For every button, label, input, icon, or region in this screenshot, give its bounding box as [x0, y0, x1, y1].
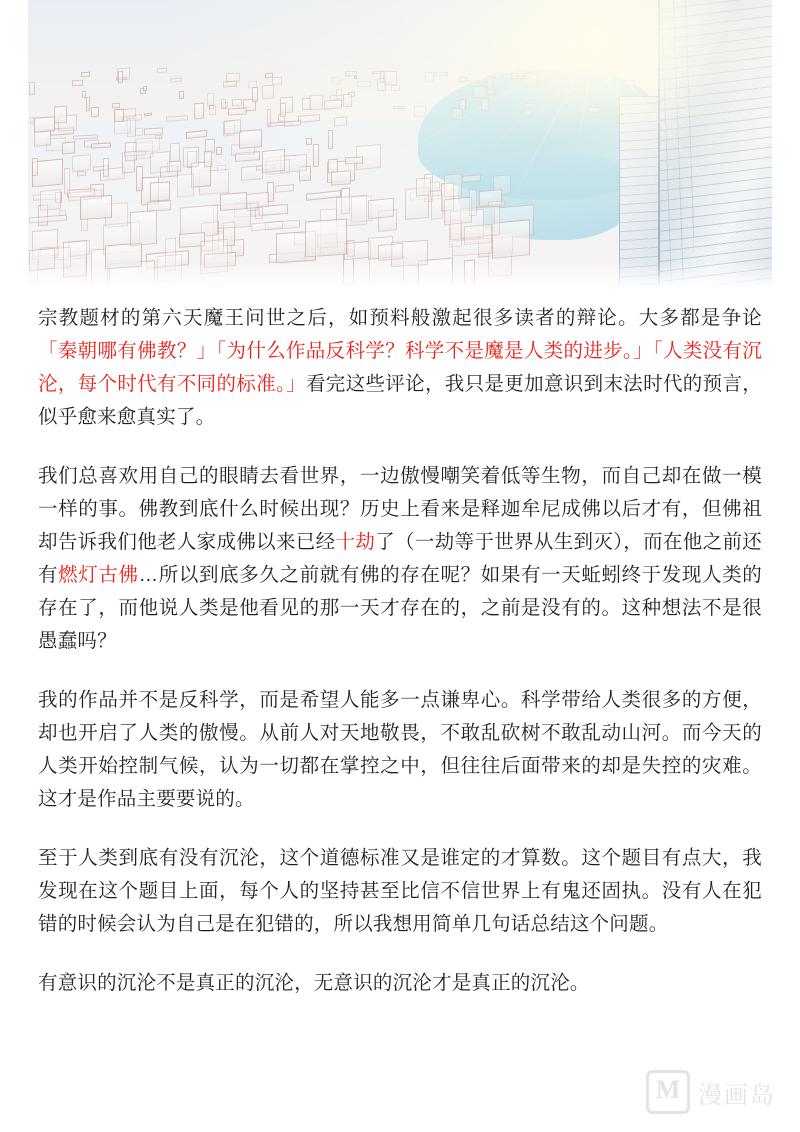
building-block — [81, 72, 90, 77]
building-block — [280, 103, 286, 118]
building-block — [244, 192, 269, 210]
far-shore-building — [330, 95, 344, 101]
building-block — [136, 166, 143, 192]
building-block — [221, 99, 226, 110]
building-block — [34, 130, 51, 147]
illustration-bottom-fade — [28, 262, 772, 288]
building-block — [150, 181, 170, 201]
building-block — [328, 130, 333, 150]
far-shore-building — [459, 77, 467, 82]
far-shore-building — [554, 90, 560, 98]
body-text: 至于人类到底有没有沉沦，这个道德标准又是谁定的才算数。这个题目有点大，我发现在这个题目上面，每个人的坚持甚至比信不信世界上有鬼还固执。没有人在犯错的时候会认为自己是在犯错的，所以我想用简单几句话总结这个问题。 — [38, 847, 762, 935]
building-block — [226, 73, 240, 83]
building-block — [54, 106, 67, 124]
building-block — [40, 189, 61, 211]
building-block — [29, 82, 35, 95]
building-block — [186, 130, 207, 139]
building-block — [179, 90, 184, 99]
building-block — [29, 215, 67, 224]
building-block — [252, 87, 258, 102]
building-block — [91, 142, 111, 148]
far-shore-building — [494, 73, 502, 78]
building-block — [147, 200, 171, 212]
far-shore-building — [343, 94, 352, 107]
building-block — [135, 127, 143, 135]
building-block — [216, 147, 222, 155]
building-block — [72, 154, 91, 172]
paragraph-1 — [38, 302, 762, 434]
building-block — [378, 243, 403, 261]
far-shore-building — [472, 86, 486, 99]
building-block — [305, 219, 347, 257]
building-block — [207, 93, 214, 107]
building-block — [265, 72, 273, 78]
building-block — [194, 103, 204, 120]
building-block — [251, 220, 283, 231]
building-block — [64, 168, 70, 195]
building-block — [204, 151, 212, 168]
building-block — [262, 85, 274, 100]
highlighted-text: 燃灯古佛 — [58, 564, 139, 586]
building-block — [444, 197, 472, 226]
building-block — [275, 184, 294, 193]
building-block — [150, 151, 170, 174]
far-shore-building — [332, 77, 341, 84]
watermark — [646, 1070, 776, 1114]
highlighted-text: 「秦朝哪有佛教？」「为什么作品反科学？科学不是魔是人类的进步。」「人类没有沉沦，每个时代有不同的标准。」 — [38, 340, 762, 395]
building-block — [91, 107, 99, 117]
building-block — [267, 109, 271, 128]
building-block — [144, 112, 152, 116]
building-block — [177, 174, 194, 198]
watermark-label: 漫画岛 — [698, 1081, 776, 1109]
body-text: …所以到底多久之前就有佛的存在呢？如果有一天蚯蚓终于发现人类的存在了，而他说人类是他看见的那一天才存在的，之前是没有的。这种想法不是很愚蠢吗？ — [38, 564, 762, 652]
body-text: 看完这些评论，我只是更加意识到末法时代的预言，似乎愈来愈真实了。 — [38, 373, 762, 428]
far-shore-building — [357, 81, 371, 87]
building-block — [118, 71, 123, 84]
building-block — [464, 224, 492, 246]
building-block — [34, 116, 55, 132]
far-shore-building — [603, 102, 613, 105]
paragraph-2 — [38, 460, 762, 658]
building-block — [347, 240, 355, 258]
body-text: 我们总喜欢用自己的眼睛去看世界，一边傲慢嘲笑着低等生物，而自己却在做一模一样的事。佛教到底什么时候出现？历史上看来是释迦牟尼成佛以后才有，但佛祖却告诉我们他老人家成佛以来已经 — [38, 465, 762, 553]
watermark-logo-icon: M — [646, 1070, 690, 1114]
far-shore-building — [434, 72, 447, 75]
far-shore-building — [425, 72, 434, 82]
body-text: 了（一劫等于世界从生到灭），而在他之前还有 — [38, 531, 762, 586]
building-block — [130, 210, 157, 246]
building-block — [302, 98, 311, 111]
far-shore-building — [414, 106, 426, 117]
building-block — [114, 108, 124, 121]
building-block — [284, 120, 301, 126]
building-block — [368, 197, 394, 218]
building-block — [72, 80, 83, 86]
midground-tower — [619, 96, 660, 288]
paragraph-3 — [38, 684, 762, 816]
body-text: 有意识的沉沦不是真正的沉沦，无意识的沉沦才是真正的沉沦。 — [38, 972, 590, 994]
building-block — [135, 137, 160, 152]
building-block — [144, 128, 163, 136]
sun-rays — [596, 40, 598, 42]
highlighted-text: 十劫 — [335, 531, 376, 553]
building-block — [103, 158, 109, 178]
building-block — [345, 156, 363, 164]
building-block — [157, 67, 167, 73]
far-shore-building — [345, 71, 357, 76]
building-block — [220, 192, 247, 211]
building-block — [239, 129, 262, 149]
building-block — [228, 107, 247, 116]
body-text: 我的作品并不是反科学，而是希望人能多一点谦卑心。科学带给人类很多的方便，却也开启了人类的傲慢。从前人对天地敬畏，不敢乱砍树不敢乱动山河。而今天的人类开始控制气候，认为一切都在掌控之中，但往往后面带来的却是失控的灾难。这才是作品主要要说的。 — [38, 689, 762, 810]
far-shore-building — [384, 71, 397, 84]
building-block — [170, 78, 182, 83]
far-shore-building — [391, 85, 400, 90]
building-block — [469, 189, 477, 216]
building-block — [143, 85, 147, 91]
afterword-text — [38, 302, 762, 1000]
building-block — [32, 157, 38, 175]
far-shore-building — [487, 86, 495, 94]
building-block — [86, 97, 90, 111]
paragraph-4 — [38, 842, 762, 941]
building-block — [59, 210, 66, 217]
building-block — [262, 149, 285, 173]
building-block — [77, 171, 86, 177]
building-block — [68, 240, 90, 257]
building-block — [166, 115, 188, 121]
building-block — [313, 143, 319, 166]
building-block — [183, 146, 199, 167]
building-block — [306, 138, 312, 145]
building-block — [334, 116, 347, 126]
building-block — [416, 177, 431, 196]
far-shore-building — [588, 107, 599, 113]
paragraph-5 — [38, 967, 762, 1000]
body-text: 宗教题材的第六天魔王问世之后，如预料般激起很多读者的辩论。大多都是争论 — [38, 307, 762, 329]
far-shore-building — [372, 71, 382, 74]
building-block — [62, 141, 75, 155]
building-block — [232, 99, 242, 107]
building-block — [224, 119, 241, 134]
aerial-cityscape-illustration — [28, 0, 772, 288]
far-shore-building — [393, 106, 405, 110]
